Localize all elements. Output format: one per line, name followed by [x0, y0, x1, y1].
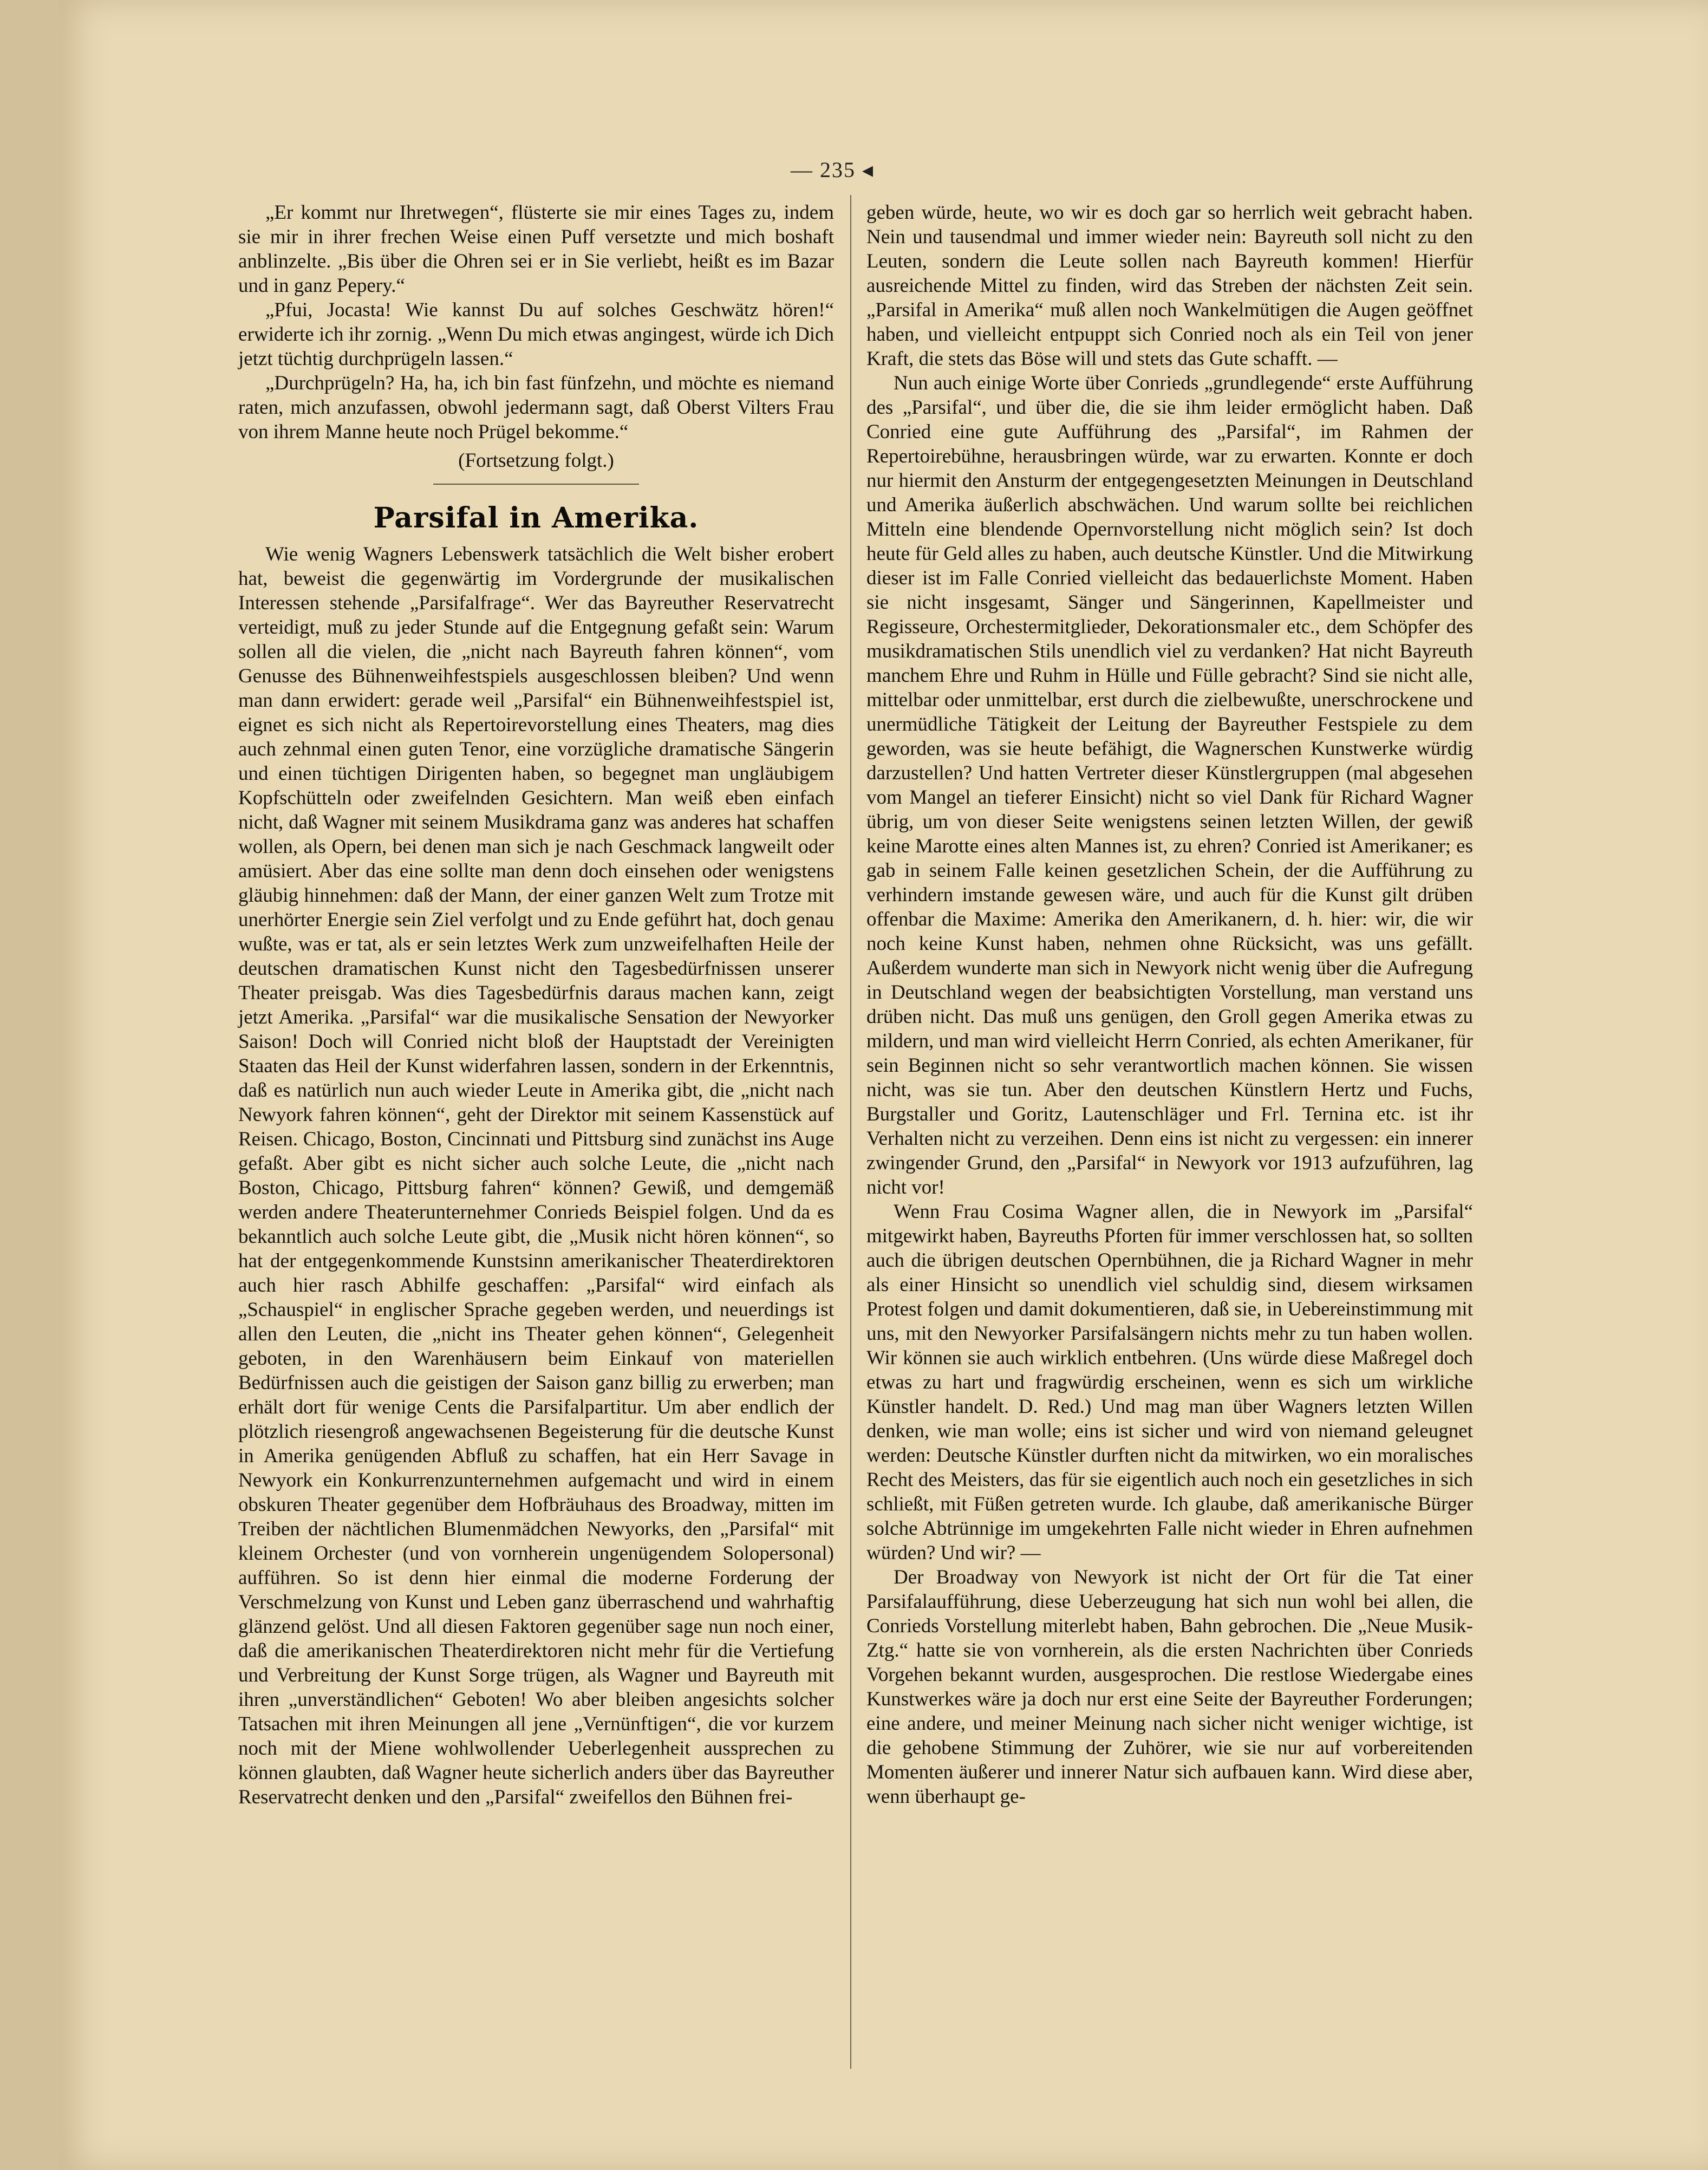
section-divider	[433, 484, 639, 485]
article-paragraph: Nun auch einige Worte über Conrieds „grundlegende“ erste Aufführung des „Parsifal“, und über die, die sie ihm leider ermöglicht haben. Daß Conried eine gute Aufführung des „Parsifal“, im Rahmen der Repertoirebühne, herausbringen würde, war zu erwarten. Konnte er doch nur hiermit den Ansturm der entgegengesetzten Meinungen in Deutschland und Amerika äußerlich abschwächen. Und warum sollte bei reichlichen Mitteln eine blendende Opernvorstellung nicht möglich sein? Ist doch heute für Geld alles zu haben, auch deutsche Künstler. Und die Mitwirkung dieser ist im Falle Conried vielleicht das bedauerlichste Moment. Haben sie nicht insgesamt, Sänger und Sängerinnen, Kapellmeister und Regisseure, Orchestermitglieder, Dekorationsmaler etc., dem Schöpfer des musikdramatischen Stils unendlich viel zu verdanken? Hat nicht Bayreuth manchem Ehre und Ruhm in Hülle und Fülle gebracht? Sind sie nicht alle, mittelbar oder unmittelbar, erst durch die zielbewußte, unerschrockene und unermüdliche Tätigkeit der Leitung der Bayreuther Festspiele zu dem geworden, was sie heute befähigt, die Wagnerschen Kunstwerke würdig darzustellen? Und hatten Vertreter dieser Künstlergruppen (mal abgesehen vom Mangel an tieferer Einsicht) nicht so viel Dank für Richard Wagner übrig, um von dieser Seite wenigstens seinen letzten Willen, der gewiß keine Marotte eines alten Mannes ist, zu ehren? Conried ist Amerikaner; es gab in seinem Falle keinen gesetzlichen Schein, der die Aufführung zu verhindern imstande gewesen wäre, und auch für die Kunst gilt drüben offenbar die Maxime: Amerika den Amerikanern, d. h. hier: wir, die wir noch keine Kunst haben, nehmen ohne Rücksicht, was uns gefällt. Außerdem wunderte man sich in Newyork nicht wenig über die Aufregung in Deutschland wegen der beabsichtigten Vorstellung, man verstand uns drüben nicht. Das muß uns genügen, den Groll gegen Amerika etwas zu mildern, und man wird vielleicht Herrn Conried, als echten Amerikaner, für sein Beginnen nicht so sehr verantwortlich machen können. Sie wissen nicht, was sie tun. Aber den deutschen Künstlern Hertz und Fuchs, Burgstaller und Goritz, Lautenschläger und Frl. Ternina etc. ist ihr Verhalten nicht zu verzeihen. Denn eins ist nicht zu vergessen: ein innerer zwingender Grund, den „Parsifal“ in Newyork vor 1913 aufzuführen, lag nicht vor!	[866, 372, 1473, 1198]
scan-edge	[0, 0, 60, 2170]
article-paragraph: Der Broadway von Newyork ist nicht der Ort für die Tat einer Parsifalaufführung, diese Ueberzeugung hat sich nun wohl bei allen, die Conrieds Vorstellung miterlebt haben, Bahn gebrochen. Die „Neue Musik-Ztg.“ hatte sie von vornherein, als die ersten Nachrichten über Conrieds Vorgehen bekannt wurden, ausgesprochen. Die restlose Wiedergabe eines Kunstwerkes wäre ja doch nur erst eine Seite der Bayreuther Forderungen; eine andere, und meiner Meinung nach sicher nicht weniger wichtige, ist die gehobene Stimmung der Zuhörer, wie sie nur auf vorbereitenden Momenten äußerer und innerer Natur sich aufbauen kann. Wird diese aber, wenn überhaupt ge-	[866, 1566, 1473, 1808]
continuation-note: (Fortsetzung folgt.)	[458, 449, 614, 472]
story-paragraph: „Durchprügeln? Ha, ha, ich bin fast fünfzehn, und möchte es niemand raten, mich anzufassen, obwohl jedermann sagt, daß Oberst Vilters Frau von ihrem Manne heute noch Prügel bekomme.“	[238, 372, 834, 443]
left-column	[238, 200, 834, 1809]
page-number: — 235 ◂	[791, 158, 875, 182]
article-paragraph: geben würde, heute, wo wir es doch gar so herrlich weit gebracht haben. Nein und tausendmal und immer wieder nein: Bayreuth soll nicht zu den Leuten, sondern die Leute sollen nach Bayreuth kommen! Hierfür ausreichende Mittel zu finden, wird das Streben der nächsten Zeit sein. „Parsifal in Amerika“ muß allen noch Wankelmütigen die Augen geöffnet haben, und vielleicht entpuppt sich Conried noch als ein Teil von jener Kraft, die stets das Böse will und stets das Gute schafft. —	[866, 201, 1473, 370]
article-paragraph: Wenn Frau Cosima Wagner allen, die in Newyork im „Parsifal“ mitgewirkt haben, Bayreuths Pforten für immer verschlossen hat, so sollten auch die übrigen deutschen Opernbühnen, die ja Richard Wagner in mehr als einer Hinsicht so unendlich viel schuldig sind, diesem wirksamen Protest folgen und damit dokumentieren, daß sie, in Uebereinstimmung mit uns, mit den Newyorker Parsifalsängern nichts mehr zu tun haben wollen. Wir können sie auch wirklich entbehren. (Uns würde diese Maßregel doch etwas zu hart und fragwürdig erscheinen, wenn es sich um wirkliche Künstler handelt. D. Red.) Und mag man über Wagners letzten Willen denken, wie man wolle; eins ist sicher und wird von niemand geleugnet werden: Deutsche Künstler durften nicht da mitwirken, wo ein moralisches Recht des Meisters, das für sie eigentlich auch noch ein gesetzliches in sich schließt, mit Füßen getreten wurde. Ich glaube, daß amerikanische Bürger solche Abtrünnige im umgekehrten Falle nicht wieder in Ehren aufnehmen würden? Und wir? —	[866, 1201, 1473, 1564]
story-paragraph: „Er kommt nur Ihretwegen“, flüsterte sie mir eines Tages zu, indem sie mir in ihrer frechen Weise einen Puff versetzte und mich boshaft anblinzelte. „Bis über die Ohren sei er in Sie verliebt, heißt es im Bazar und in ganz Pepery.“	[238, 201, 834, 297]
column-divider	[850, 195, 851, 2069]
story-paragraph: „Pfui, Jocasta! Wie kannst Du auf solches Geschwätz hören!“ erwiderte ich ihr zornig. „Wenn Du mich etwas angingest, würde ich Dich jetzt tüchtig durchprügeln lassen.“	[238, 299, 834, 370]
article-title: Parsifal in Amerika.	[373, 501, 699, 535]
article-paragraph: Wie wenig Wagners Lebenswerk tatsächlich die Welt bisher erobert hat, beweist die gegenwärtig im Vordergrunde der musikalischen Interessen stehende „Parsifalfrage“. Wer das Bayreuther Reservatrecht verteidigt, muß zu jeder Stunde auf die Entgegnung gefaßt sein: Warum sollen all die vielen, die „nicht nach Bayreuth fahren können“, vom Genusse des Bühnenweihfestspiels ausgeschlossen bleiben? Und wenn man dann erwidert: gerade weil „Parsifal“ ein Bühnenweihfestspiel ist, eignet es sich nicht als Repertoirevorstellung eines Theaters, mag dies auch zehnmal einen guten Tenor, eine vorzügliche dramatische Sängerin und einen tüchtigen Dirigenten haben, so begegnet man ungläubigem Kopfschütteln oder zweifelnden Gesichtern. Man weiß eben einfach nicht, daß Wagner mit seinem Musikdrama ganz was anderes hat schaffen wollen, als Opern, bei denen man sich je nach Geschmack langweilt oder amüsiert. Aber das eine sollte man denn doch einsehen oder wenigstens gläubig hinnehmen: daß der Mann, der einer ganzen Welt zum Trotze mit unerhörter Energie sein Ziel verfolgt und zu Ende geführt hat, doch genau wußte, was er tat, als er sein letztes Werk zum unzweifelhaften Heile der deutschen dramatischen Kunst nicht den Tagesbedürfnissen unserer Theater preisgab. Was dies Tagesbedürfnis daraus machen kann, zeigt jetzt Amerika. „Parsifal“ war die musikalische Sensation der Newyorker Saison! Doch will Conried nicht bloß der Hauptstadt der Vereinigten Staaten das Heil der Kunst widerfahren lassen, sondern in der Erkenntnis, daß es natürlich nun auch wieder Leute in Amerika gibt, die „nicht nach Newyork fahren können“, geht der Direktor mit seinem Kassenstück auf Reisen. Chicago, Boston, Cincinnati und Pittsburg sind zunächst ins Auge gefaßt. Aber gibt es nicht sicher auch solche Leute, die „nicht nach Boston, Chicago, Pittsburg fahren“ können? Gewiß, und demgemäß werden andere Theaterunternehmer Conrieds Beispiel folgen. Und da es bekanntlich auch solche Leute gibt, die „Musik nicht hören können“, so hat der entgegenkommende Kunstsinn amerikanischer Theaterdirektoren auch hier rasch Abhilfe geschaffen: „Parsifal“ wird einfach als „Schauspiel“ in englischer Sprache gegeben werden, und neuerdings ist allen den Leuten, die „nicht ins Theater gehen können“, Gelegenheit geboten, in den Warenhäusern beim Einkauf von materiellen Bedürfnissen auch die geistigen der Saison ganz billig zu erwerben; man erhält dort für wenige Cents die Parsifalpartitur. Um aber endlich der plötzlich riesengroß angewachsenen Begeisterung für die deutsche Kunst in Amerika genügenden Abfluß zu schaffen, hat ein Herr Savage in Newyork ein Konkurrenzunternehmen aufgemacht und wird in einem obskuren Theater gegenüber dem Hofbräuhaus des Broadway, mitten im Treiben der nächtlichen Blumenmädchen Newyorks, den „Parsifal“ mit kleinem Orchester (und von vornherein ungenügendem Solopersonal) aufführen. So ist denn hier einmal die moderne Forderung der Verschmelzung von Kunst und Leben ganz überraschend und wahrhaftig glänzend gelöst. Und all diesen Faktoren gegenüber sage nun noch einer, daß die amerikanischen Theaterdirektoren nicht mehr für die Vertiefung und Verbreitung der Kunst Sorge trügen, als Wagner und Bayreuth mit ihren „unverständlichen“ Geboten! Wo aber bleiben angesichts solcher Tatsachen mit ihren Meinungen all jene „Vernünftigen“, die vor kurzem noch mit der Miene wohlwollender Ueberlegenheit aussprechen zu können glaubten, daß Wagner heute sicherlich anders über das Bayreuther Reservatrecht denken und den „Parsifal“ zweifellos den Bühnen frei-	[238, 543, 834, 1808]
right-column	[866, 200, 1473, 1809]
